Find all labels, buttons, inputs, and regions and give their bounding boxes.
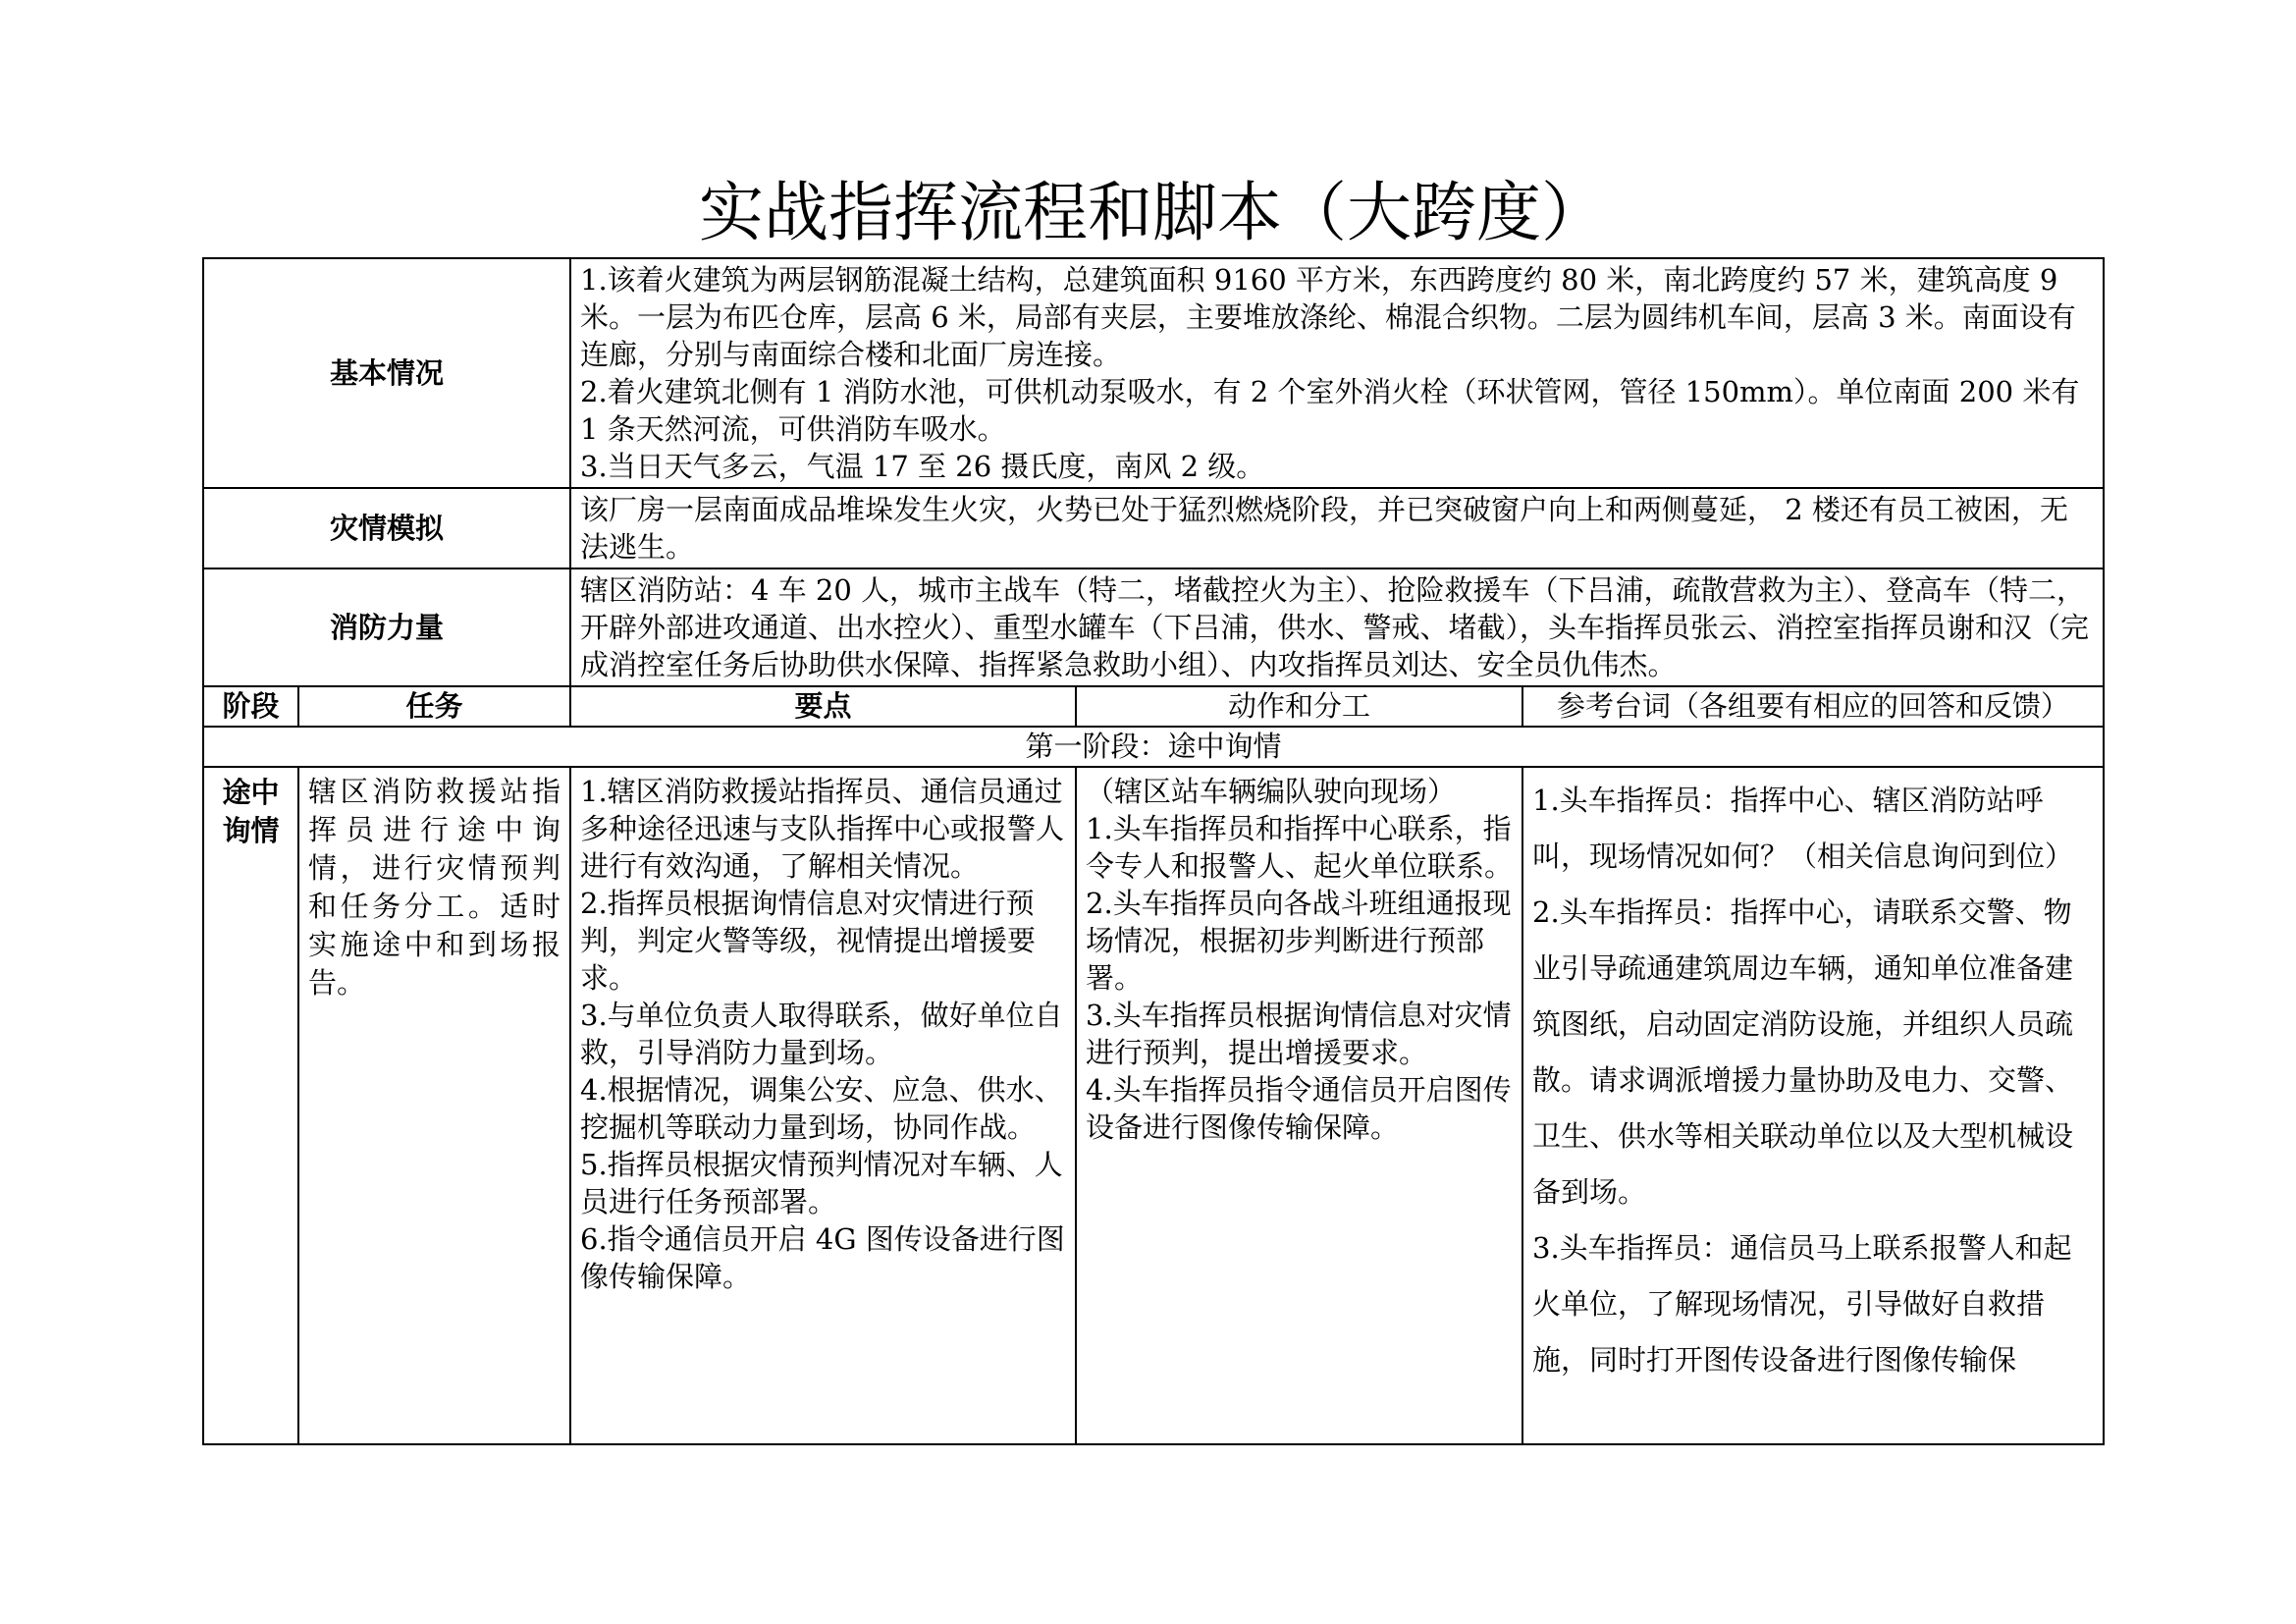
overview-line: 1.该着火建筑为两层钢筋混凝土结构，总建筑面积 9160 平方米，东西跨度约 80 米，南北跨度约 57 米，建筑高度 9 米。一层为布匹仓库，层高 6 米，局部有夹层，主要堆放涤纶、棉混合织物。二层为圆纬机车间，层高 3 米。南面设有连廊，分别与南面综合楼和北面厂房连接。	[580, 263, 2076, 371]
header-actions: 动作和分工	[1076, 686, 1522, 727]
table-row	[203, 767, 2104, 1444]
command-script-table	[202, 257, 2105, 1445]
overview-label: 消防力量	[203, 568, 570, 686]
overview-row-forces	[203, 568, 2104, 686]
points-item: 2.指挥员根据询情信息对灾情进行预判，判定火警等级，视情提出增援要求。	[580, 887, 1037, 995]
actions-item: 2.头车指挥员向各战斗班组通报现场情况，根据初步判断进行预部署。	[1086, 887, 1512, 995]
reference-item: 1.头车指挥员：指挥中心、辖区消防站呼叫，现场情况如何？（相关信息询问到位）	[1532, 784, 2074, 873]
overview-row-disaster	[203, 488, 2104, 568]
reference-cell	[1522, 767, 2104, 1444]
points-item: 6.指令通信员开启 4G 图传设备进行图像传输保障。	[580, 1222, 1065, 1293]
overview-content	[570, 488, 2104, 568]
points-item: 3.与单位负责人取得联系，做好单位自救，引导消防力量到场。	[580, 999, 1063, 1069]
reference-item: 2.头车指挥员：指挥中心，请联系交警、物业引导疏通建筑周边车辆，通知单位准备建筑图纸，启动固定消防设施，并组织人员疏散。请求调派增援力量协助及电力、交警、卫生、供水等相关联动单位以及大型机械设备到场。	[1532, 895, 2074, 1209]
points-item: 1.辖区消防救援站指挥员、通信员通过多种途径迅速与支队指挥中心或报警人进行有效沟通，了解相关情况。	[580, 775, 1065, 883]
header-reference: 参考台词（各组要有相应的回答和反馈）	[1522, 686, 2104, 727]
phase-row	[203, 727, 2104, 767]
table-header-row	[203, 686, 2104, 727]
stage-cell: 途中询情	[203, 767, 298, 1444]
overview-line: 3.当日天气多云，气温 17 至 26 摄氏度，南风 2 级。	[580, 450, 1265, 483]
overview-line: 辖区消防站：4 车 20 人，城市主战车（特二，堵截控火为主）、抢险救援车（下吕浦，疏散营救为主）、登高车（特二，开辟外部进攻通道、出水控火）、重型水罐车（下吕浦，供水、警戒、堵截），头车指挥员张云、消控室指挥员谢和汉（完成消控室任务后协助供水保障、指挥紧急救助小组）、内攻指挥员刘达、安全员仇伟杰。	[580, 573, 2090, 681]
overview-row-basic	[203, 258, 2104, 488]
page-title: 实战指挥流程和脚本（大跨度）	[699, 175, 1606, 250]
overview-line: 该厂房一层南面成品堆垛发生火灾，火势已处于猛烈燃烧阶段，并已突破窗户向上和两侧蔓延， 2 楼还有员工被困，无法逃生。	[580, 493, 2068, 564]
header-stage: 阶段	[203, 686, 298, 727]
actions-item: 1.头车指挥员和指挥中心联系，指令专人和报警人、起火单位联系。	[1086, 812, 1514, 883]
overview-content	[570, 258, 2104, 488]
points-item: 5.指挥员根据灾情预判情况对车辆、人员进行任务预部署。	[580, 1148, 1063, 1218]
actions-cell	[1076, 767, 1522, 1444]
points-item: 4.根据情况，调集公安、应急、供水、挖掘机等联动力量到场，协同作战。	[580, 1073, 1063, 1144]
overview-label: 基本情况	[203, 258, 570, 488]
header-points: 要点	[570, 686, 1076, 727]
overview-label: 灾情模拟	[203, 488, 570, 568]
actions-item: 3.头车指挥员根据询情信息对灾情进行预判，提出增援要求。	[1086, 999, 1512, 1069]
phase-title: 第一阶段：途中询情	[203, 727, 2104, 767]
points-cell	[570, 767, 1076, 1444]
header-task: 任务	[298, 686, 570, 727]
overview-line: 2.着火建筑北侧有 1 消防水池，可供机动泵吸水，有 2 个室外消火栓（环状管网，管径 150mm）。单位南面 200 米有 1 条天然河流，可供消防车吸水。	[580, 375, 2080, 446]
task-cell: 辖区消防救援站指挥员进行途中询情，进行灾情预判和任务分工。适时实施途中和到场报告。	[298, 767, 570, 1444]
actions-item: 4.头车指挥员指令通信员开启图传设备进行图像传输保障。	[1086, 1073, 1512, 1144]
overview-content	[570, 568, 2104, 686]
actions-item: （辖区站车辆编队驶向现场）	[1086, 775, 1457, 808]
reference-item: 3.头车指挥员：通信员马上联系报警人和起火单位，了解现场情况，引导做好自救措施，同时打开图传设备进行图像传输保	[1532, 1231, 2072, 1377]
